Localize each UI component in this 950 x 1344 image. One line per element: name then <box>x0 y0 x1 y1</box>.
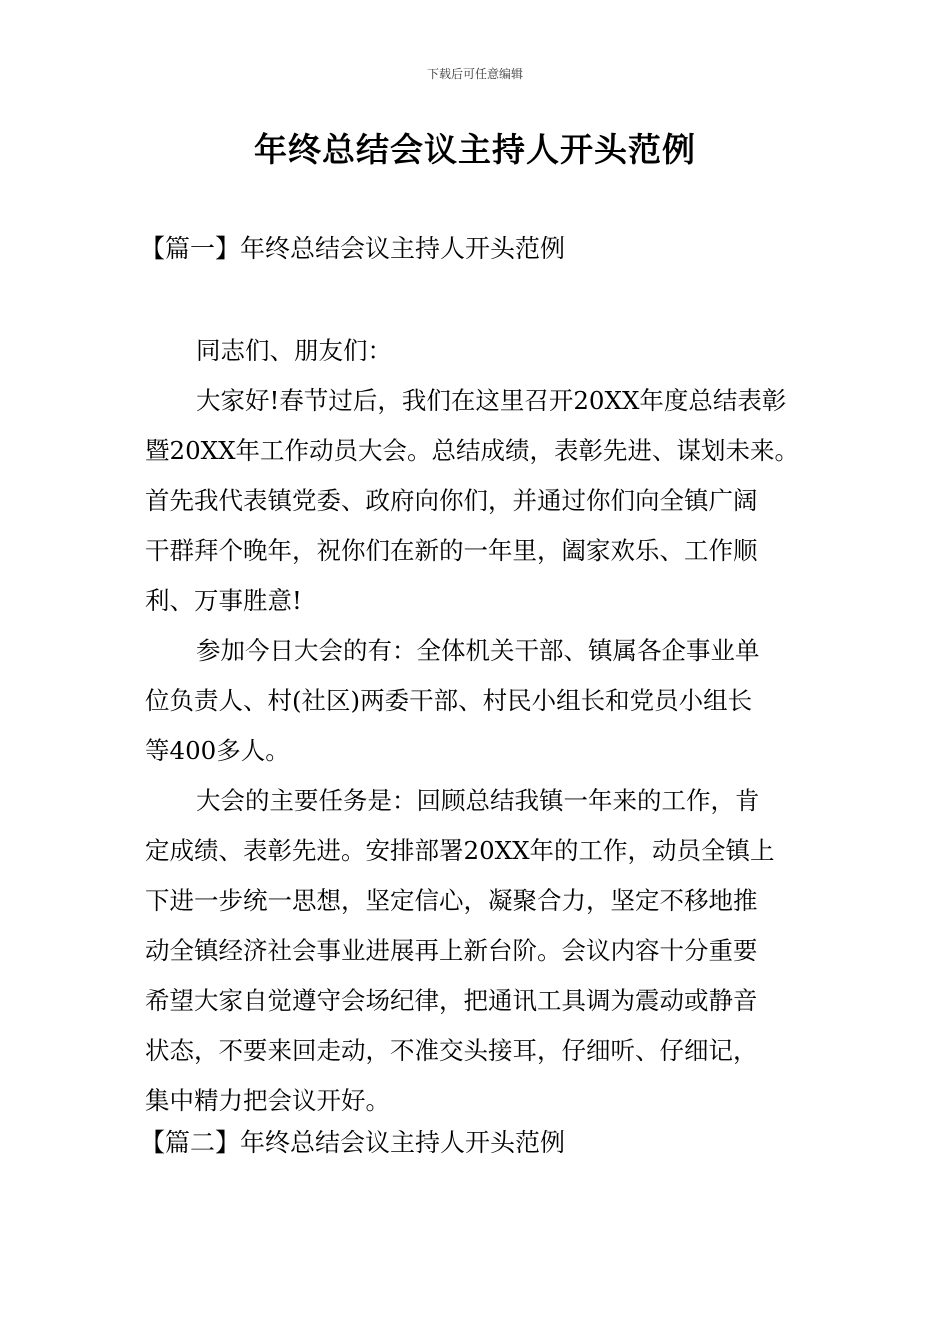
body-text <box>145 326 825 1126</box>
paragraph-3-line: 定成绩、表彰先进。安排部署20XX年的工作，动员全镇上 <box>145 836 775 865</box>
paragraph-1-line: 干群拜个晚年，祝你们在新的一年里，阖家欢乐、工作顺 <box>145 536 758 565</box>
paragraph-3-line: 状态，不要来回走动，不准交头接耳，仔细听、仔细记， <box>145 1036 758 1065</box>
paragraph-1-line: 大家好!春节过后，我们在这里召开20XX年度总结表彰 <box>196 386 787 415</box>
paragraph-3-line: 下进一步统一思想，坚定信心，凝聚合力，坚定不移地推 <box>145 886 758 915</box>
paragraph-1-line: 暨20XX年工作动员大会。总结成绩，表彰先进、谋划未来。 <box>145 436 800 465</box>
paragraph-2-line: 参加今日大会的有：全体机关干部、镇属各企事业单 <box>196 636 760 665</box>
paragraph-2-line: 等400多人。 <box>145 736 290 765</box>
paragraph-3-line: 动全镇经济社会事业进展再上新台阶。会议内容十分重要 <box>145 936 758 965</box>
document-title: 年终总结会议主持人开头范例 <box>254 130 696 169</box>
greeting-line: 同志们、朋友们： <box>196 336 392 365</box>
section-heading-2: 【篇二】年终总结会议主持人开头范例 <box>140 1128 566 1157</box>
section-heading-1: 【篇一】年终总结会议主持人开头范例 <box>140 234 566 263</box>
paragraph-2-line: 位负责人、村(社区)两委干部、村民小组长和党员小组长 <box>145 686 753 715</box>
paragraph-1-line: 首先我代表镇党委、政府向你们，并通过你们向全镇广阔 <box>145 486 758 515</box>
header-note: 下载后可任意编辑 <box>426 67 523 81</box>
paragraph-1-line: 利、万事胜意! <box>145 586 302 615</box>
paragraph-3-line: 集中精力把会议开好。 <box>145 1086 390 1115</box>
paragraph-3-line: 大会的主要任务是：回顾总结我镇一年来的工作，肯 <box>196 786 760 815</box>
paragraph-3-line: 希望大家自觉遵守会场纪律，把通讯工具调为震动或静音 <box>145 986 758 1015</box>
